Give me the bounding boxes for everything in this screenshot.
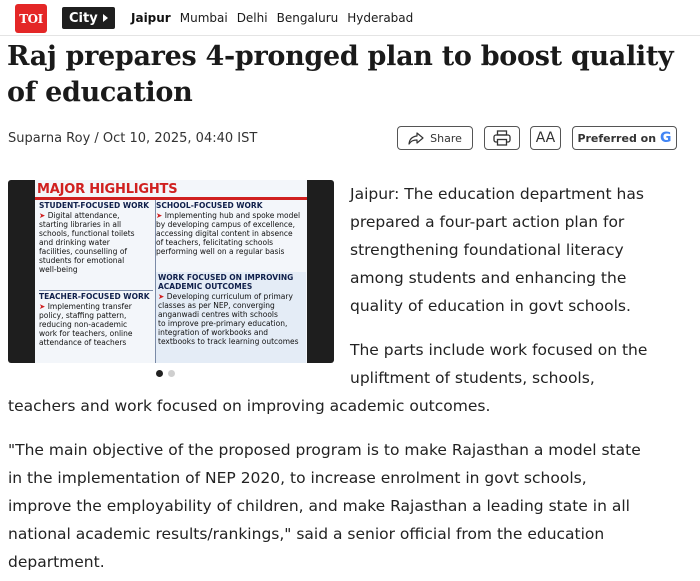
infographic-divider (39, 290, 153, 291)
city-section-button[interactable] (62, 7, 115, 29)
city-link-hyderabad[interactable]: Hyderabad (347, 11, 414, 25)
infographic-section (39, 292, 155, 347)
paragraph-line: in the implementation of NEP 2020, to increase enrolment in govt schools, (8, 469, 587, 487)
section-heading: STUDENT-FOCUSED WORK (39, 201, 150, 210)
paragraph-line: department. (8, 553, 105, 571)
city-label: City (69, 10, 98, 26)
paragraph-line: upliftment of students, schools, (350, 369, 595, 387)
paragraph-line: The parts include work focused on the (350, 341, 648, 359)
city-link-bengaluru[interactable]: Bengaluru (276, 11, 339, 25)
section-body: Implementing hub and spoke model by developing campus of excellence, accessing digital content in absence of teachers, felicitating schools performing well on a regular basis (156, 211, 301, 256)
infographic-section (156, 272, 306, 363)
section-heading: SCHOOL-FOCUSED WORK (156, 201, 263, 210)
section-body: Digital attendance, starting libraries in all schools, functional toilets and drinking water facilities, counselling of students for emotional well-being (39, 211, 135, 274)
paragraph-line: "The main objective of the proposed program is to make Rajasthan a model state (8, 441, 641, 459)
city-link-delhi[interactable]: Delhi (236, 11, 268, 25)
article-headline: Raj prepares 4-pronged plan to boost quality of education (7, 41, 674, 108)
arrow-icon: ➤ (39, 302, 46, 311)
arrow-icon: ➤ (156, 211, 163, 220)
share-icon (408, 132, 424, 145)
share-label: Share (430, 131, 462, 145)
article-paragraph (8, 392, 698, 420)
article-image[interactable] (8, 180, 334, 363)
preferred-label: Preferred on (577, 131, 657, 145)
google-icon: G (660, 130, 672, 146)
share-button[interactable] (397, 126, 473, 150)
paragraph-line: strengthening foundational literacy (350, 241, 624, 259)
paragraph-line: among students and enhancing the (350, 269, 627, 287)
section-heading: TEACHER-FOCUSED WORK (39, 292, 150, 301)
arrow-icon: ➤ (39, 211, 46, 220)
article-paragraph (350, 180, 695, 320)
paragraph-line: Jaipur: The education department has (350, 185, 644, 203)
paragraph-line: improve the employability of children, and make Rajasthan a leading state in all (8, 497, 630, 515)
infographic-section (156, 201, 306, 256)
section-body: Implementing transfer policy, staffing pattern, reducing non-academic work for teachers, online attendance of teachers (39, 302, 133, 347)
top-nav (0, 0, 700, 36)
print-button[interactable] (484, 126, 520, 150)
preferred-on-google-button[interactable] (572, 126, 677, 150)
carousel-dot[interactable] (156, 370, 163, 377)
paragraph-line: teachers and work focused on improving academic outcomes. (8, 397, 491, 415)
section-body: Developing curriculum of primary classes as per NEP, converging anganwadi centres with schools to improve pre-primary education, integration of workbooks and textbooks to track learning outcomes (158, 292, 299, 346)
paragraph-line: national academic results/rankings," said a senior official from the education (8, 525, 605, 543)
paragraph-line: quality of education in govt schools. (350, 297, 631, 315)
carousel-dot[interactable] (168, 370, 175, 377)
chevron-right-icon (103, 14, 108, 22)
article-paragraph (350, 336, 695, 392)
carousel-dots (156, 370, 175, 377)
section-heading: WORK FOCUSED ON IMPROVING ACADEMIC OUTCOMES (158, 273, 294, 291)
city-link-jaipur[interactable]: Jaipur (131, 11, 171, 25)
infographic-stripe (35, 197, 307, 200)
infographic-title: MAJOR HIGHLIGHTS (37, 182, 178, 197)
print-icon (493, 130, 511, 146)
toi-logo[interactable]: TOI (15, 4, 47, 33)
text-size-button[interactable]: AA (530, 126, 561, 150)
arrow-icon: ➤ (158, 292, 165, 301)
paragraph-line: prepared a four-part action plan for (350, 213, 625, 231)
infographic-section (39, 201, 155, 274)
article-paragraph (8, 436, 698, 576)
highlights-infographic (35, 180, 307, 363)
city-links (131, 0, 422, 36)
article-byline: Suparna Roy / Oct 10, 2025, 04:40 IST (8, 131, 258, 146)
city-link-mumbai[interactable]: Mumbai (179, 11, 228, 25)
